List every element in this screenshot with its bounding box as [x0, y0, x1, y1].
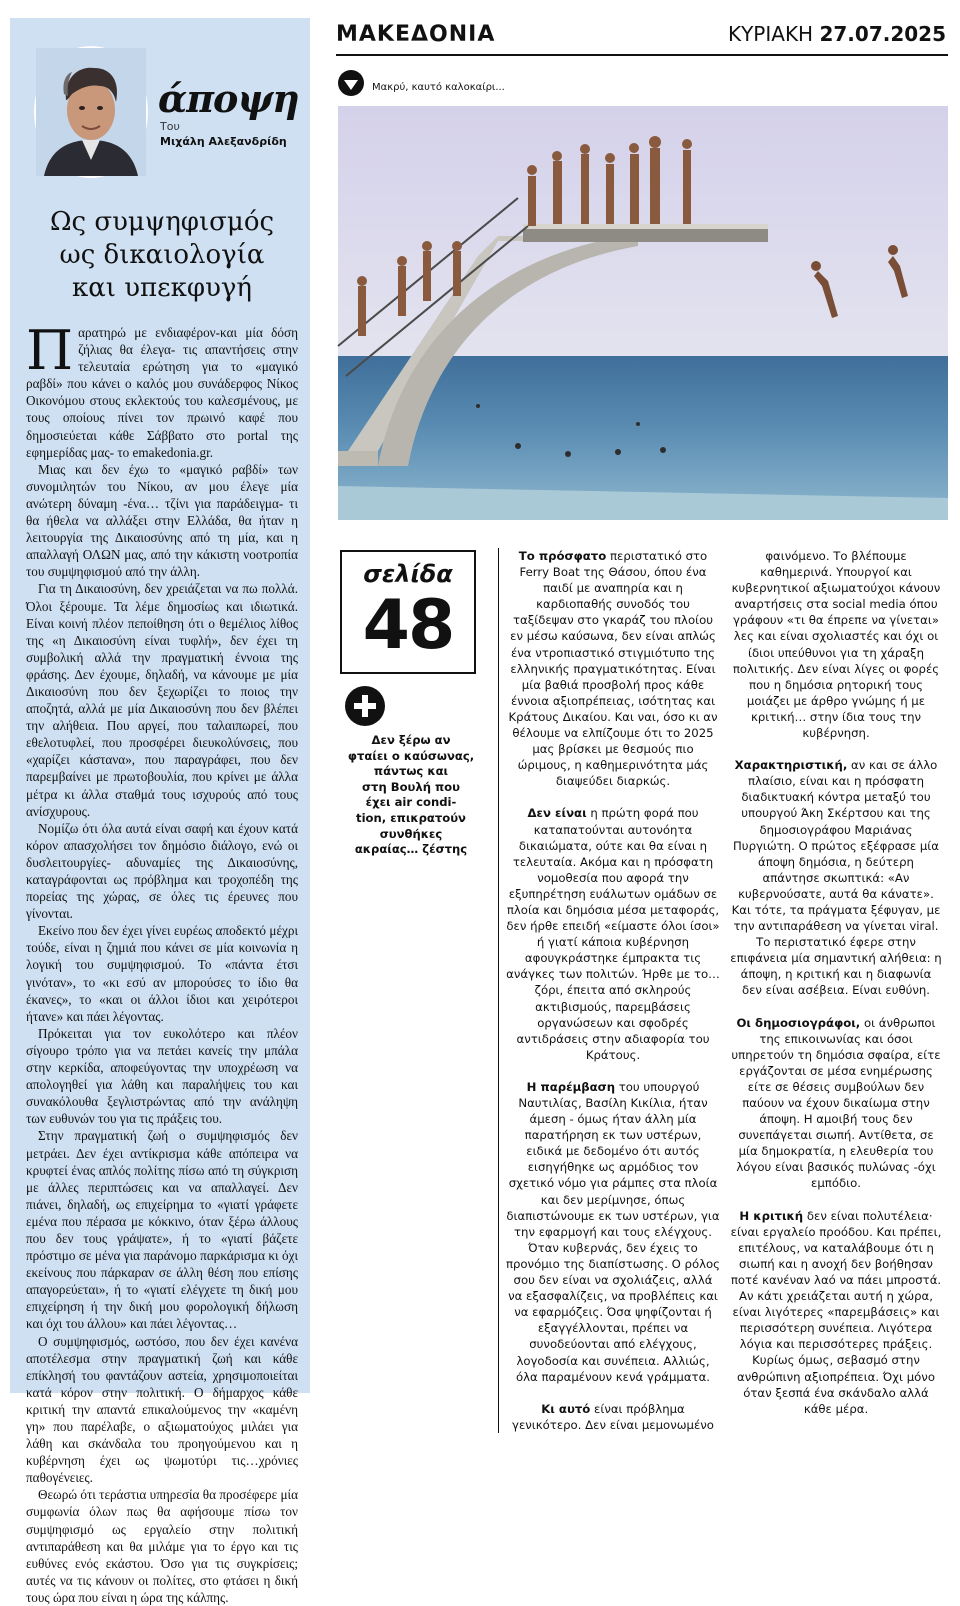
plus-note-line: συνθήκες [379, 826, 443, 841]
news-paragraph [730, 757, 942, 998]
paragraph-text: αν και σε άλλο πλαίσιο, είναι και η πρόσφατη διαδικτυακή κόντρα μεταξύ του υπουργού Άκη Σκέρτσου και της δημοσιογράφου Μαριάνας Πυργιώτη. Ο πρώτος εξέφρασε μία άποψη δημόσια, η δεύτερη απάντησε σκωπτικά: «Αν κυβερνούσατε, αυτά θα κάνατε». Και τότε, τα πράγματα ξέφυγαν, με την αντιπαράθεση να γίνεται viral. Το περιστατικό έφερε στην επιφάνεια μία σημαντική αλήθεια: η άποψη, η κριτική και η διαφωνία δεν είναι ασέβεια. Είναι ευθύνη. [730, 758, 942, 998]
paragraph-text: περιστατικό στο Ferry Boat της Θάσου, όπου ένα παιδί με αναπηρία και η καρδιοπαθής συνοδός του ταξίδεψαν στο γκαράζ του πλοίου εν μέσω καύσωνα, δεν είναι απλώς ένα ντροπιαστικό στιγμιότυπο της ελληνικής πραγματικότητας. Είναι μία βαθιά προσβολή προς κάθε έννοια αξιοπρέπειας, ισότητας και Κράτους Δικαίου. Και ναι, όσο κι αν θέλουμε να ελπίζουμε ότι το 2025 μας βρίσκει με θεσμούς πιο ώριμους, η καθημερινότητα μάς διαψεύδει διαρκώς. [508, 549, 718, 789]
opinion-paragraph: Ο συμψηφισμός, ωστόσο, που δεν έχει κανένα αποτέλεσμα στην πραγματική ζωή και κάθε επίκλησή του φαντάζουν αστεία, χρησιμοποιείται κατά κόρον στην πολιτική. Ο δήμαρχος κάθε κριτική την απαντά επικαλούμενος την «καμένη γη» που παρέλαβε, ο αξιωματούχος μιλάει για λάθη και σκάνδαλα του προηγούμενου και η κυβέρνηση έχει ως ψωμοτύρι τις…χρόνιες παθογένειες. [26, 1333, 298, 1486]
headline-line: ως δικαιολογία [59, 240, 265, 270]
paragraph-lead: Το πρόσφατο [518, 549, 607, 563]
opinion-body [26, 319, 298, 1606]
plus-note-line: έχει air condi- [365, 795, 457, 810]
opinion-paragraph [26, 319, 298, 461]
paragraph-text: του υπουργού Ναυτιλίας, Βασίλη Κικίλια, ήταν άμεση - όμως ήταν άλλη μία παρατήρηση εκ των υστέρων, ειδικά με δεδομένο ότι αυτός εισηγήθηκε ως αρμόδιος τον σχετικό νόμο για ράμπες στα πλοία και δεν μερίμνησε, όπως διαπιστώνουμε εκ των υστέρων, για την εφαρμογή και τους ελέγχους. Όταν κυβερνάς, δεν έχεις το προνόμιο της διαπίστωσης. Ο ρόλος σου δεν είναι να σχολιάζεις, αλλά να εξασφαλίζεις, να προβλέπεις και να εφαρμόζεις. Όσα ψηφίζονται ή εξαγγέλλονται, πρέπει να συνοδεύονται από ελέγχους, λογοδοσία και συνέπεια. Αλλιώς, όλα παραμένουν κενά γράμματα. [505, 1079, 721, 1384]
paragraph-lead: Η παρέμβαση [526, 1079, 616, 1094]
news-paragraph [505, 548, 721, 789]
paragraph-lead: Δεν είναι [527, 806, 587, 821]
page-label: σελίδα [363, 560, 453, 588]
issue-day: ΚΥΡΙΑΚΗ [727, 22, 814, 46]
page-number: 48 [362, 586, 454, 665]
paragraph-text: φαινόμενο. Το βλέπουμε καθημερινά. Υπουργοί και κυβερνητικοί αξιωματούχοι κάνουν αναρτήσεις στα social media όπου γράφουν «τι θα έπρεπε να γίνεται» λες και είναι σχολιαστές και όχι οι ίδιοι υπεύθυνοι για τη χάραξη πολιτικής. Δεν είναι λίγες οι φορές που η δημόσια ρητορική τους μοιάζει με άρθρο γνώμης ή με κριτική… στην ίδια τους την κυβέρνηση. [731, 549, 941, 741]
opinion-paragraph: Μιας και δεν έχω το «μαγικό ραβδί» των συνομιλητών του Νίκου, αν μου έλεγε μία ανώτερη δύναμη -ένα… τζίνι για παράδειγμα- τι θα ήθελα να αλλάξει στην Ελλάδα, θα ήταν η λειτουργία της Δικαιοσύνης από τη μία, και η απαλλαγή ΟΛΩΝ μας, από την κάκιστη νοοτροπία του συμψηφισμού από την άλλη. [26, 461, 298, 580]
masthead-rule [336, 54, 948, 56]
author-name: Μιχάλη Αλεξανδρίδη [160, 135, 287, 148]
opinion-column [10, 18, 310, 1605]
paragraph-text: δεν είναι πολυτέλεια· είναι εργαλείο προόδου. Και πρέπει, επιτέλους, να καταλάβουμε ότι η σιωπή και η ανοχή δεν βοήθησαν ποτέ κανέναν λαό να πάει μπροστά. Αν κάτι χρειάζεται αυτή η χώρα, είναι λιγότερες «παρεμβάσεις» και περισσότερη συνέπεια. Λιγότερα λόγια και περισσότερες πράξεις. Κυρίως όμως, σεβασμό στην ανθρώπινη αξιοπρέπεια. Όχι μόνο όταν ξεσπά ένα σκάνδαλο αλλά κάθε μέρα. [730, 1208, 942, 1416]
drop-cap: Π [26, 319, 74, 382]
headline-line: Ως συμψηφισμός [49, 207, 275, 237]
page-reference-box [340, 550, 476, 674]
opinion-header [10, 18, 310, 188]
plus-note-line: πάντως και [373, 764, 449, 779]
paragraph-lead: Χαρακτηριστική, [734, 758, 848, 773]
news-paragraph [730, 548, 942, 741]
opinion-paragraph: Θεωρώ ότι τεράστια υπηρεσία θα προσέφερε μία συμφωνία όλων πως θα αφήσουμε πίσω τον συμψηφισμό ως εργαλείο στην πολιτική αντιπαράθεση και θα μιλάμε για το έργο και τις ευθύνες ενός εκάστου. Όσο για τις συγκρίσεις; αυτές να τις κάνουν οι πολίτες, στο φτάσει η δική τους ώρα που είναι η ώρα της κάλπης. [26, 1487, 298, 1605]
news-paragraph [505, 1401, 721, 1433]
plus-note-line: στη Βουλή που [362, 779, 460, 794]
opinion-paragraph: Στην πραγματική ζωή ο συμψηφισμός δεν μετράει. Δεν έχει αντίκρισμα κάθε απόπειρα να κρυφτεί ένας απλός πολίτης πίσω από τη σύγκριση με άλλες περιπτώσεις και να απαλλαγεί. Δεν πιάνει, δηλαδή, ως επιχείρημα το «γιατί γράφετε εμένα που πέρασα με κόκκινο, όταν ξέρω άλλους που δεν τους γράψατε», ή το «γιατί βάζετε πρόστιμο σε μένα για παράνομο παρκάρισμα κι όχι εκείνους που πάρκαραν σε άλλη θέση που επίσης απαγορεύεται», ή το «γιατί ελέγχετε τη δική μου επιχείρηση ή την δική μου φορολογική δήλωση και όχι του άλλου» και πάει λέγοντας… [26, 1128, 298, 1332]
news-paragraph [505, 805, 721, 1063]
opinion-paragraph: Πρόκειται για τον ευκολότερο και πλέον σίγουρο τρόπο για να πετάει κανείς την μπάλα στην κερκίδα, αποφεύγοντας την υποχρέωση να απολογηθεί για λάθη και παραλήψεις του και συνακόλουθα ξεγλιστρώντας από την ανάληψη των ευθυνών του για τις πράξεις του. [26, 1025, 298, 1127]
news-column-b [730, 548, 942, 1433]
plus-icon [345, 686, 385, 726]
news-column-a [498, 548, 721, 1433]
issue-date [728, 22, 946, 46]
paragraph-lead: Οι δημοσιογράφοι, [736, 1015, 861, 1030]
author-photo [36, 48, 146, 176]
paragraph-text: η πρώτη φορά που καταπατούνται αυτονόητα δικαιώματα, ούτε και θα είναι η τελευταία. Ακόμα και η πρόσφατη νομοθεσία που αφορά την εξυπηρέτηση ευάλωτων ομάδων σε πλοία και δημόσια μέσα μεταφοράς, δεν ήρθε επειδή «είμαστε όλοι ίσοι» ή γιατί κάποια κυβέρνηση αφουγκράστηκε έμπρακτα τις ανάγκες των πολιτών. Ήρθε με το… ζόρι, έπειτα από σκληρούς ακτιβισμούς, παρεμβάσεις οργανώσεων και σφοδρές αντιδράσεις στην αδιαφορία του Κράτους. [506, 806, 720, 1062]
paragraph-lead: Κι αυτό [541, 1401, 591, 1416]
newspaper-name: ΜΑΚΕΔΟΝΙΑ [336, 22, 496, 47]
issue-date-value: 27.07.2025 [819, 22, 946, 46]
byline-prefix: Του [160, 120, 180, 133]
paragraph-text: είναι πρόβλημα γενικότερο. Δεν είναι μεμονωμένο [512, 1401, 714, 1432]
opinion-headline [24, 206, 300, 305]
opinion-paragraph: Νομίζω ότι όλα αυτά είναι σαφή και έχουν κατά κόρον απασχολήσει τον δημόσιο διάλογο, ενώ οι δυσλειτουργίες- αδυναμίες της Δικαιοσύνης, καταγράφονται ως πρόβλημα και τροχοπέδη της πορείας της χώρας, σε όλες τις έρευνες που γίνονται. [26, 820, 298, 922]
triangle-down-icon [338, 70, 364, 96]
news-paragraph [730, 1208, 942, 1417]
paragraph-text: αρατηρώ με ενδιαφέρον-και μία δόση ζήλιας θα έλεγα- τις απαντήσεις στην τελευταία ερώτηση για το «μαγικό ραβδί» που κάνει ο καλός μου συνάδερφος Νίκος Οικονόμου στους εκλεκτούς του καλεσμένους, με τους οποίους πίνει τον πρωινό καφέ που δημοσιεύεται κάθε Σάββατο στο portal της εφημερίδας μας- το emakedonia.gr. [26, 325, 298, 460]
plus-note-line: ακραίας… ζέστης [354, 842, 468, 857]
news-paragraph [730, 1015, 942, 1192]
opinion-paragraph: Για τη Δικαιοσύνη, δεν χρειάζεται να πω πολλά. Όλοι ξέρουμε. Τα λέμε δημοσίως και ιδιωτικά. Είναι κοινή πλέον πεποίθηση ότι ο θεμέλιος λίθος της «η Δικαιοσύνη είναι τυφλή», δεν έχει τη συμβολική αλλά την πραγματική έννοια της φράσης. Δεν έχουμε, δηλαδή, να κάνουμε με μία Δικαιοσύνη που δεν ξεχωρίζει το ποιος την αποζητά, αλλά με μία Δικαιοσύνη που δεν βλέπει την αλήθεια. Που αργεί, που ταλαιπωρεί, που εθελοτυφλεί, που προσφέρει διευκολύνσεις, που «χαρίζει κάστανα», που παραγράφει, που δεν παρεμβαίνει με πρωτοβουλία, που κρίνει με άλλα μέτρα κι άλλα σταθμά τους ισχυρούς από τους ανίσχυρους. [26, 581, 298, 819]
news-paragraph [505, 1079, 721, 1385]
paragraph-text: οι άνθρωποι της επικοινωνίας και όσοι υπηρετούν τη δημόσια σφαίρα, είτε εργάζονται σε μέσα ενημέρωσης είτε σε θέσεις συμβούλων δεν παύουν να έχουν δικαίωμα στην άποψη. Η αμοιβή τους δεν συνεπάγεται σιωπή. Αντίθετα, σε μία δημοκρατία, η ελευθερία του λόγου είναι βασικός πυλώνας -όχι εμπόδιο. [731, 1015, 941, 1191]
author-portrait [34, 46, 148, 178]
photo-illustration [338, 106, 948, 520]
plus-note [344, 733, 478, 858]
diving-platform-photo [338, 106, 948, 520]
opinion-paragraph: Εκείνο που δεν έχει γίνει ευρέως αποδεκτό μέχρι τούδε, είναι η ζημιά που κάνει σε μία κοινωνία η λογική του συμψηφισμού. Το «πάντα έτσι γινόταν», το «κι εσύ αν μπορούσες το ίδιο θα έκανες», το «και οι άλλοι ίδιοι και χειρότεροι ήτανε» και πάει λέγοντας. [26, 923, 298, 1024]
paragraph-lead: Η κριτική [739, 1208, 804, 1223]
headline-line: και υπεκφυγή [71, 273, 252, 303]
plus-note-line: tion, επικρατούν [356, 810, 466, 825]
section-title: άποψη [158, 76, 299, 121]
photo-caption: Μακρύ, καυτό καλοκαίρι... [372, 82, 505, 93]
plus-note-line: Δεν ξέρω αν [371, 733, 451, 747]
plus-note-line: φταίει ο καύσωνας, [347, 748, 475, 763]
